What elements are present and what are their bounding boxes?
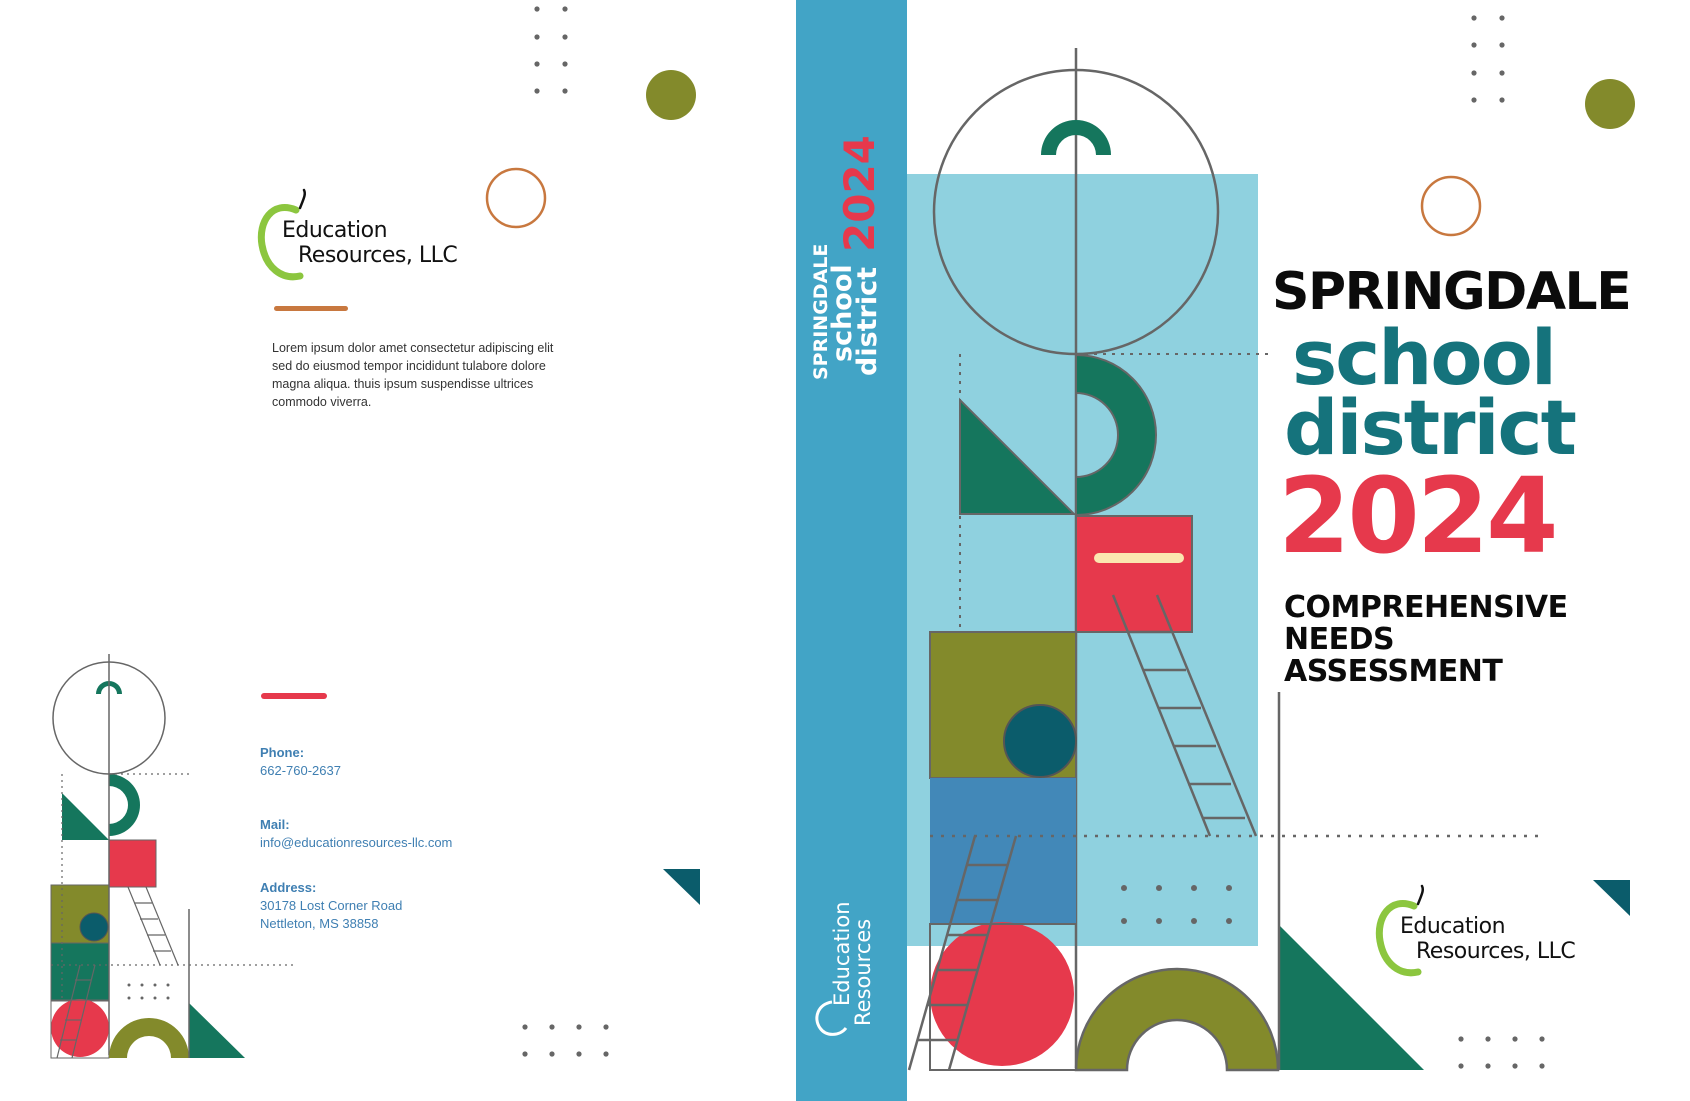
mail-label: Mail: — [260, 817, 290, 832]
blurb-line: Lorem ipsum dolor amet consectetur adipiscing elit — [272, 341, 554, 355]
front-subtitle — [1284, 592, 1614, 688]
front-title-district: district — [1284, 383, 1575, 472]
front-brand-line2: Resources, LLC — [1416, 939, 1576, 964]
back-brand-line2: Resources, LLC — [298, 243, 458, 268]
spine-springdale: SPRINGDALE — [810, 243, 832, 380]
spine-brand-line1: Education — [830, 901, 854, 1006]
olive-dot-back — [646, 70, 696, 120]
back-brand-line1: Education — [282, 218, 388, 243]
mail-value: info@educationresources-llc.com — [260, 835, 453, 850]
phone-value: 662-760-2637 — [260, 763, 341, 778]
teal-triangle-front — [1593, 880, 1630, 916]
dot-grid-bottom-back — [522, 1024, 608, 1056]
blurb-line: magna aliqua. thuis ipsum suspendisse ultrices — [272, 377, 534, 391]
blurb-line: sed do eiusmod tempor incididunt tulabore dolore — [272, 359, 546, 373]
blurb-line: commodo viverra. — [272, 395, 372, 409]
address-line2: Nettleton, MS 38858 — [260, 916, 379, 931]
phone-label: Phone: — [260, 745, 305, 760]
orange-divider — [274, 306, 348, 311]
front-title-school: school — [1292, 313, 1555, 402]
dot-grid-top-left — [534, 6, 567, 93]
address-label: Address: — [260, 880, 317, 895]
subtitle-line: NEEDS — [1284, 622, 1395, 657]
front-title-springdale: SPRINGDALE — [1272, 262, 1631, 322]
address-line1: 30178 Lost Corner Road — [260, 898, 403, 913]
red-divider — [261, 693, 327, 699]
subtitle-line: ASSESSMENT — [1284, 654, 1503, 689]
spine-brand-line2: Resources — [851, 918, 875, 1026]
dot-grid-top-right — [1471, 15, 1504, 102]
teal-triangle-back — [663, 869, 700, 905]
subtitle-line: COMPREHENSIVE — [1284, 590, 1568, 625]
front-brand-line1: Education — [1400, 914, 1506, 939]
olive-dot-front — [1585, 79, 1635, 129]
dot-grid-bottom-front — [1458, 1036, 1544, 1068]
orange-ring-front — [1422, 177, 1480, 235]
spine-year: 2024 — [835, 135, 884, 252]
spine-district: district — [852, 266, 883, 376]
orange-ring-back — [487, 169, 545, 227]
spine-school: school — [827, 264, 858, 362]
back-blurb — [272, 339, 632, 411]
front-title-year: 2024 — [1278, 455, 1556, 577]
small-geometric-stack — [51, 654, 295, 1058]
contact-block — [260, 744, 452, 933]
